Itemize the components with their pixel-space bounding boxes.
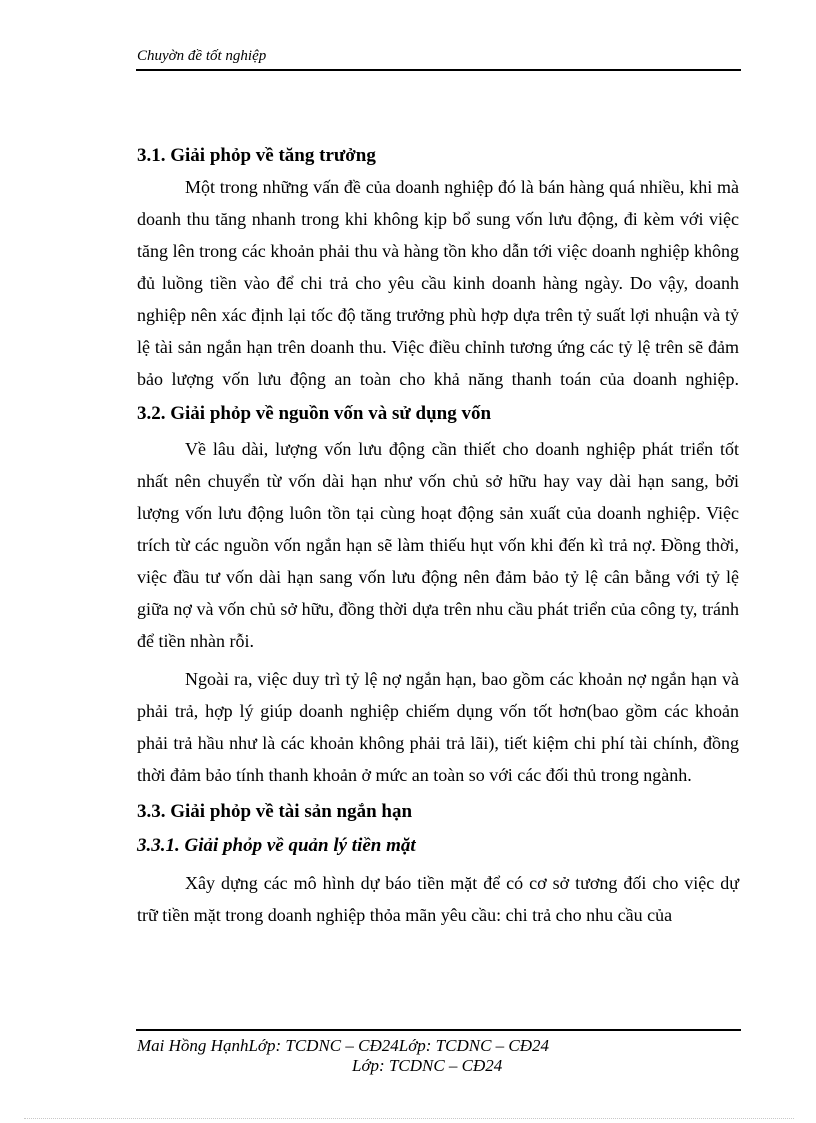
- page-edge-divider: [24, 1118, 794, 1119]
- section-3-3-1-heading: 3.3.1. Giải phỏp về quản lý tiền mặt: [137, 835, 416, 856]
- footer-class: Lớp: TCDNC – CĐ24: [352, 1056, 503, 1075]
- section-3-1-heading: 3.1. Giải phỏp về tăng trưởng: [137, 145, 376, 166]
- section-3-2-heading: 3.2. Giải phỏp về nguồn vốn và sử dụng vốn: [137, 403, 492, 424]
- page-header: Chuyờn đề tốt nghiệp: [137, 48, 267, 64]
- footer-author-class: Mai Hồng HạnhLớp: TCDNC – CĐ24Lớp: TCDNC – CĐ24: [137, 1036, 550, 1055]
- section-3-3-heading: 3.3. Giải phỏp về tài sản ngắn hạn: [137, 801, 413, 822]
- footer-rule: [136, 1029, 741, 1031]
- section-3-3-1-paragraph: Xây dựng các mô hình dự báo tiền mặt để có cơ sở tương đối cho việc dự trữ tiền mặt trong doanh nghiệp thỏa mãn yêu cầu: chi trả cho nhu cầu của: [137, 873, 739, 925]
- document-body: [137, 141, 739, 931]
- section-3-2-paragraph-2: Ngoài ra, việc duy trì tỷ lệ nợ ngắn hạn, bao gồm các khoản nợ ngắn hạn và phải trả, hợp lý giúp doanh nghiệp chiếm dụng vốn tốt hơn(bao gồm các khoản phải trả hầu như là các khoản không phải trả lãi), tiết kiệm chi phí tài chính, đồng thời đảm bảo tính thanh khoản ở mức an toàn so với các đối thủ trong ngành.: [137, 669, 739, 785]
- header-rule: [136, 69, 741, 71]
- section-3-1-paragraph: Một trong những vấn đề của doanh nghiệp đó là bán hàng quá nhiều, khi mà doanh thu tăng nhanh trong khi không kịp bổ sung vốn lưu động, đi kèm với việc tăng lên trong các khoản phải thu và hàng tồn kho dẫn tới việc doanh nghiệp không đủ luồng tiền vào để chi trả cho yêu cầu kinh doanh hàng ngày. Do vậy, doanh nghiệp nên xác định lại tốc độ tăng trưởng phù hợp dựa trên tỷ suất lợi nhuận và tỷ lệ tài sản ngắn hạn trên doanh thu. Việc điều chỉnh tương ứng các tỷ lệ trên sẽ đảm bảo lượng vốn lưu động an toàn cho khả năng thanh toán của doanh nghiệp.: [137, 177, 739, 389]
- section-3-2-paragraph-1: Về lâu dài, lượng vốn lưu động cần thiết cho doanh nghiệp phát triển tốt nhất nên chuyển từ vốn dài hạn như vốn chủ sở hữu hay vay dài hạn sang, bởi lượng vốn lưu động luôn tồn tại cùng hoạt động sản xuất của doanh nghiệp. Việc trích từ các nguồn vốn ngắn hạn sẽ làm thiếu hụt vốn khi đến kì trả nợ. Đồng thời, việc đầu tư vốn dài hạn sang vốn lưu động nên đảm bảo tỷ lệ cân bằng với tỷ lệ giữa nợ và vốn chủ sở hữu, đồng thời dựa trên nhu cầu phát triển của công ty, tránh để tiền nhàn rỗi.: [137, 439, 739, 651]
